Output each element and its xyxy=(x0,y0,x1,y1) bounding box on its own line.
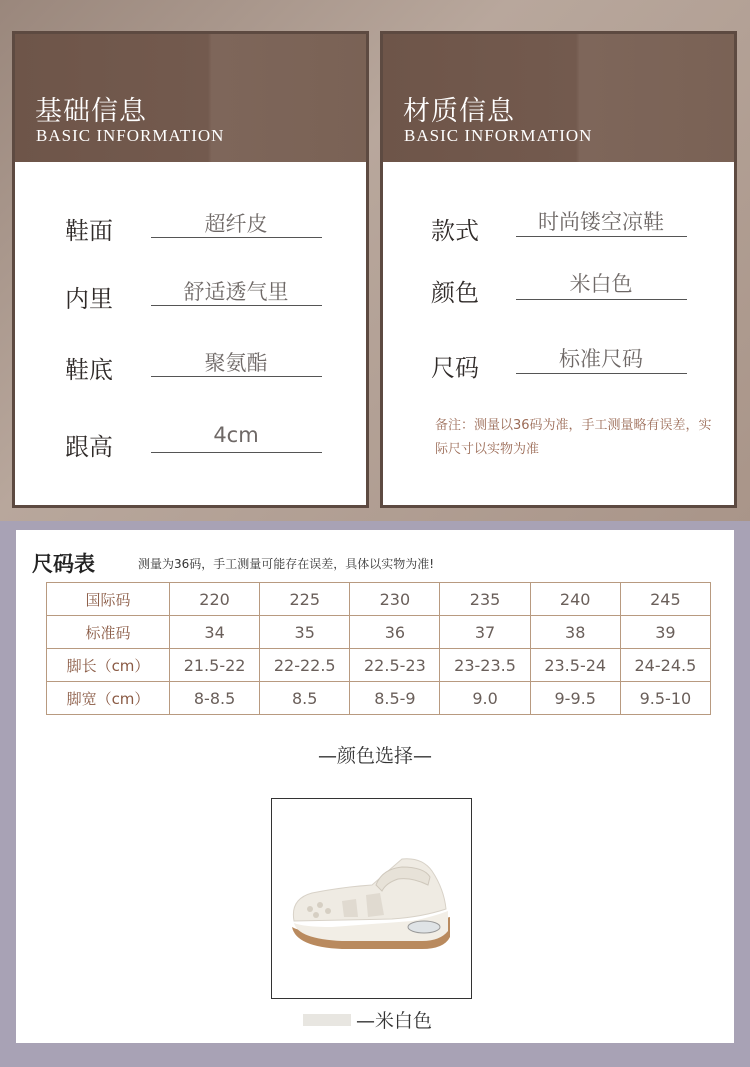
table-cell: 38 xyxy=(530,616,620,649)
table-cell: 23-23.5 xyxy=(440,649,530,682)
lining-underline xyxy=(151,305,322,306)
table-cell: 8.5 xyxy=(260,682,350,715)
table-cell: 8.5-9 xyxy=(350,682,440,715)
color-value: 米白色 xyxy=(569,272,633,296)
basic-info-subtitle: BASIC INFORMATION xyxy=(36,126,225,145)
table-cell: 9-9.5 xyxy=(530,682,620,715)
lining-label: 内里 xyxy=(65,285,113,313)
heel-value: 4cm xyxy=(213,423,259,447)
heel-label: 跟高 xyxy=(65,433,113,461)
upper-label: 鞋面 xyxy=(65,217,113,245)
table-cell: 235 xyxy=(440,583,530,616)
style-underline xyxy=(516,236,687,237)
table-cell: 国际码 xyxy=(47,583,170,616)
table-cell: 9.0 xyxy=(440,682,530,715)
table-row xyxy=(47,682,711,715)
table-cell: 35 xyxy=(260,616,350,649)
table-cell: 脚长（cm） xyxy=(47,649,170,682)
color-option-label[interactable]: —米白色 xyxy=(356,1010,433,1032)
size-chart-note: 测量为36码，手工测量可能存在误差，具体以实物为准! xyxy=(138,557,435,571)
table-row xyxy=(47,649,711,682)
color-option-beige[interactable] xyxy=(271,798,472,999)
sole-underline xyxy=(151,376,322,377)
material-info-header xyxy=(383,34,734,162)
material-info-subtitle: BASIC INFORMATION xyxy=(404,126,593,145)
table-cell: 21.5-22 xyxy=(170,649,260,682)
size-label: 尺码 xyxy=(431,354,479,382)
basic-info-header xyxy=(15,34,366,162)
table-cell: 标准码 xyxy=(47,616,170,649)
shoe-icon xyxy=(272,799,471,998)
table-cell: 230 xyxy=(350,583,440,616)
table-row xyxy=(47,583,711,616)
table-cell: 22-22.5 xyxy=(260,649,350,682)
color-selection-title: —颜色选择— xyxy=(317,745,432,767)
color-label: 颜色 xyxy=(431,279,479,307)
table-cell: 脚宽（cm） xyxy=(47,682,170,715)
table-cell: 24-24.5 xyxy=(620,649,710,682)
size-chart-title: 尺码表 xyxy=(32,552,95,576)
style-label: 款式 xyxy=(431,217,479,245)
basic-info-panel xyxy=(12,31,369,508)
style-value: 时尚镂空凉鞋 xyxy=(538,210,664,234)
heel-underline xyxy=(151,452,322,453)
table-cell: 39 xyxy=(620,616,710,649)
basic-info-title: 基础信息 xyxy=(35,96,147,127)
table-cell: 37 xyxy=(440,616,530,649)
table-cell: 36 xyxy=(350,616,440,649)
table-cell: 225 xyxy=(260,583,350,616)
material-info-title: 材质信息 xyxy=(403,96,515,127)
table-cell: 23.5-24 xyxy=(530,649,620,682)
table-cell: 8-8.5 xyxy=(170,682,260,715)
upper-value: 超纤皮 xyxy=(204,212,268,236)
sole-label: 鞋底 xyxy=(65,356,113,384)
table-cell: 245 xyxy=(620,583,710,616)
color-swatch-beige[interactable] xyxy=(303,1014,351,1026)
upper-underline xyxy=(151,237,322,238)
table-cell: 9.5-10 xyxy=(620,682,710,715)
sole-value: 聚氨酯 xyxy=(204,351,268,375)
table-cell: 34 xyxy=(170,616,260,649)
size-chart-table xyxy=(46,582,711,715)
color-underline xyxy=(516,299,687,300)
material-info-panel xyxy=(380,31,737,508)
table-cell: 240 xyxy=(530,583,620,616)
table-cell: 220 xyxy=(170,583,260,616)
size-underline xyxy=(516,373,687,374)
table-cell: 22.5-23 xyxy=(350,649,440,682)
measurement-note: 备注：测量以36码为准，手工测量略有误差，实际尺寸以实物为准 xyxy=(435,418,712,457)
table-row xyxy=(47,616,711,649)
size-value: 标准尺码 xyxy=(559,347,643,371)
lining-value: 舒适透气里 xyxy=(183,280,289,304)
